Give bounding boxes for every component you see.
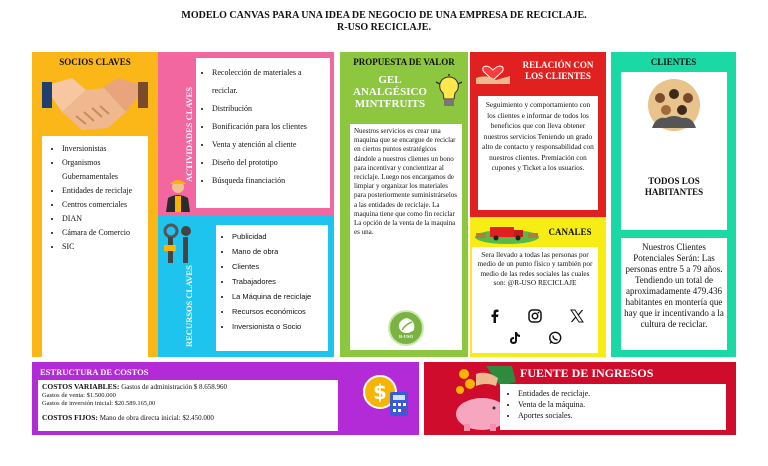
relacion-clientes-content [478, 96, 598, 210]
list-item: • Entidades de reciclaje. [518, 388, 722, 399]
list-item: • Diseño del prototipo [212, 154, 326, 172]
title-line-2: R-USO RECICLAJE. [337, 22, 431, 33]
actividades-list [198, 64, 326, 190]
socios-claves-content [42, 136, 148, 370]
list-item: • Mano de obra [232, 244, 326, 259]
list-item: • Publicidad [232, 229, 326, 244]
clientes-text: Nuestros Clientes Potenciales Serán: Las personas entre 5 a 79 años. Tendiendo un total de aproximadamente 479.436 habitantes en montería que hay que ir incentivando a la cultura de reciclar. [624, 242, 724, 329]
list-item: • Inversionista o Socio [232, 319, 326, 334]
actividades-claves-label: ACTIVIDADES CLAVES [184, 86, 194, 182]
clientes-content [621, 238, 727, 350]
list-item: • Entidades de reciclaje [62, 184, 144, 198]
worker-icon [161, 178, 195, 212]
actividades-claves-content [196, 58, 330, 208]
costos-variables-label: COSTOS VARIABLES: [42, 382, 120, 391]
canales-content [472, 247, 598, 353]
money-calculator-icon [362, 372, 410, 418]
recursos-claves-panel [158, 215, 334, 357]
actividades-claves-panel [158, 52, 334, 215]
ingresos-list [504, 388, 722, 421]
tools-icon [162, 223, 196, 267]
facebook-icon[interactable] [488, 309, 502, 323]
estructura-costos-header: ESTRUCTURA DE COSTOS [40, 367, 149, 377]
clientes-panel [611, 52, 736, 357]
costos-variables-line [42, 382, 334, 392]
list-item: • Cámara de Comercio [62, 226, 144, 240]
people-group-icon [646, 78, 702, 132]
costos-venta: Gastos de venta: $1.500.000 [42, 392, 116, 399]
tiktok-icon[interactable] [508, 331, 522, 345]
list-item: • Recolección de materiales a reciclar. [212, 64, 326, 100]
relacion-clientes-header [512, 60, 604, 82]
ruso-logo-text: R-USO [398, 334, 413, 339]
estructura-costos-panel [32, 362, 419, 435]
fuente-ingresos-header: FUENTE DE INGRESOS [520, 366, 654, 380]
canales-header: CANALES [548, 227, 592, 237]
product-line-3: MINTFRUITS [354, 98, 426, 110]
title-line-1: MODELO CANVAS PARA UNA IDEA DE NEGOCIO DE UNA EMPRESA DE RECICLAJE. [181, 10, 587, 21]
propuesta-valor-panel [340, 52, 468, 357]
list-item: • DIAN [62, 212, 144, 226]
product-line-1: GEL [378, 74, 402, 86]
propuesta-valor-header: PROPUESTA DE VALOR [353, 57, 455, 67]
recursos-claves-content [216, 225, 328, 351]
list-item: • SIC [62, 240, 144, 254]
fuente-ingresos-content [500, 384, 726, 430]
svg-text:$: $ [373, 380, 387, 404]
list-item: • Organismos Gubernamentales [62, 156, 144, 184]
relacion-header-line-2: LOS CLIENTES [525, 71, 591, 81]
ruso-logo [388, 310, 424, 346]
whatsapp-icon[interactable] [548, 331, 562, 345]
propuesta-valor-text: Nuestros servicios es crear una maquina que se encargue de reciclar en ciertos puntos estratégicos dándole a nuestros clientes un bono para incentivar y concientizar al reciclaje. Luego nos encargamos de limpiar y organizar los materiales para posteriormente suministrárselos a las entidades de reciclaje. La maquina tiene que como fin reciclar La opción de la venta de la maquina es una. [354, 127, 458, 237]
recursos-claves-label: RECURSOS CLAVES [184, 265, 194, 347]
clientes-header: CLIENTES [650, 57, 697, 67]
costos-fijos-value: Mano de obra directa inicial: $2.450.000 [99, 414, 214, 422]
lightbulb-icon [434, 74, 464, 110]
page-title [0, 10, 768, 34]
list-item: • Venta y atención al cliente [212, 136, 326, 154]
clientes-sub-line-2: HABITANTES [644, 187, 704, 197]
list-item: • Bonificación para los clientes [212, 118, 326, 136]
estructura-costos-content [38, 380, 338, 431]
list-item: • La Máquina de reciclaje [232, 289, 326, 304]
social-row-1 [486, 309, 586, 325]
relacion-header-line-1: RELACIÓN CON [522, 60, 594, 70]
handshake-icon [42, 72, 148, 134]
product-name [344, 74, 436, 110]
list-item: • Venta de la máquina. [518, 399, 722, 410]
costos-inversion: Gastos de inversión inicial: $20.589.165,00 [42, 400, 156, 407]
list-item: • Inversionistas [62, 142, 144, 156]
canales-panel [470, 217, 606, 357]
socios-list [46, 142, 144, 254]
clientes-sub-line-1: TODOS LOS [648, 176, 700, 186]
list-item: • Centros comerciales [62, 198, 144, 212]
list-item: • Clientes [232, 259, 326, 274]
propuesta-valor-content [350, 124, 462, 350]
canales-text: Sera llevado a todas las personas por medio de un punto físico y también por medio de las redes sociales las cuales son: @R-USO RECICLAJE [477, 250, 593, 287]
socios-claves-panel [32, 52, 158, 357]
list-item: • Búsqueda financiación [212, 172, 326, 190]
socios-claves-header: SOCIOS CLAVES [59, 57, 131, 67]
social-row-2 [506, 331, 576, 347]
list-item: • Trabajadores [232, 274, 326, 289]
costos-fijos-line [42, 413, 334, 423]
x-icon[interactable] [570, 309, 584, 323]
list-item: • Distribución [212, 100, 326, 118]
list-item: • Recursos económicos [232, 304, 326, 319]
delivery-truck-icon [474, 223, 540, 245]
clientes-subheader [621, 176, 727, 198]
instagram-icon[interactable] [528, 309, 542, 323]
heart-hand-icon [474, 56, 512, 86]
clientes-top-content [621, 72, 727, 230]
recursos-list [218, 229, 326, 334]
product-line-2: ANALGÉSICO [353, 86, 427, 98]
fuente-ingresos-panel [424, 362, 736, 435]
costos-variables-value: Gastos de administración $ 8.658.960 [121, 383, 227, 391]
relacion-clientes-panel [470, 52, 606, 217]
costos-fijos-label: COSTOS FIJOS: [42, 413, 98, 422]
relacion-clientes-text: Seguimiento y comportamiento con los clientes e informar de todos los beneficios que con lleva obtener nuestros servicios Teniendo un grado alto de contacto y responsabilidad con nuestros clientes. Premiación con cupones y Ticket a los usuarios. [482, 100, 594, 172]
list-item: • Aportes sociales. [518, 410, 722, 421]
